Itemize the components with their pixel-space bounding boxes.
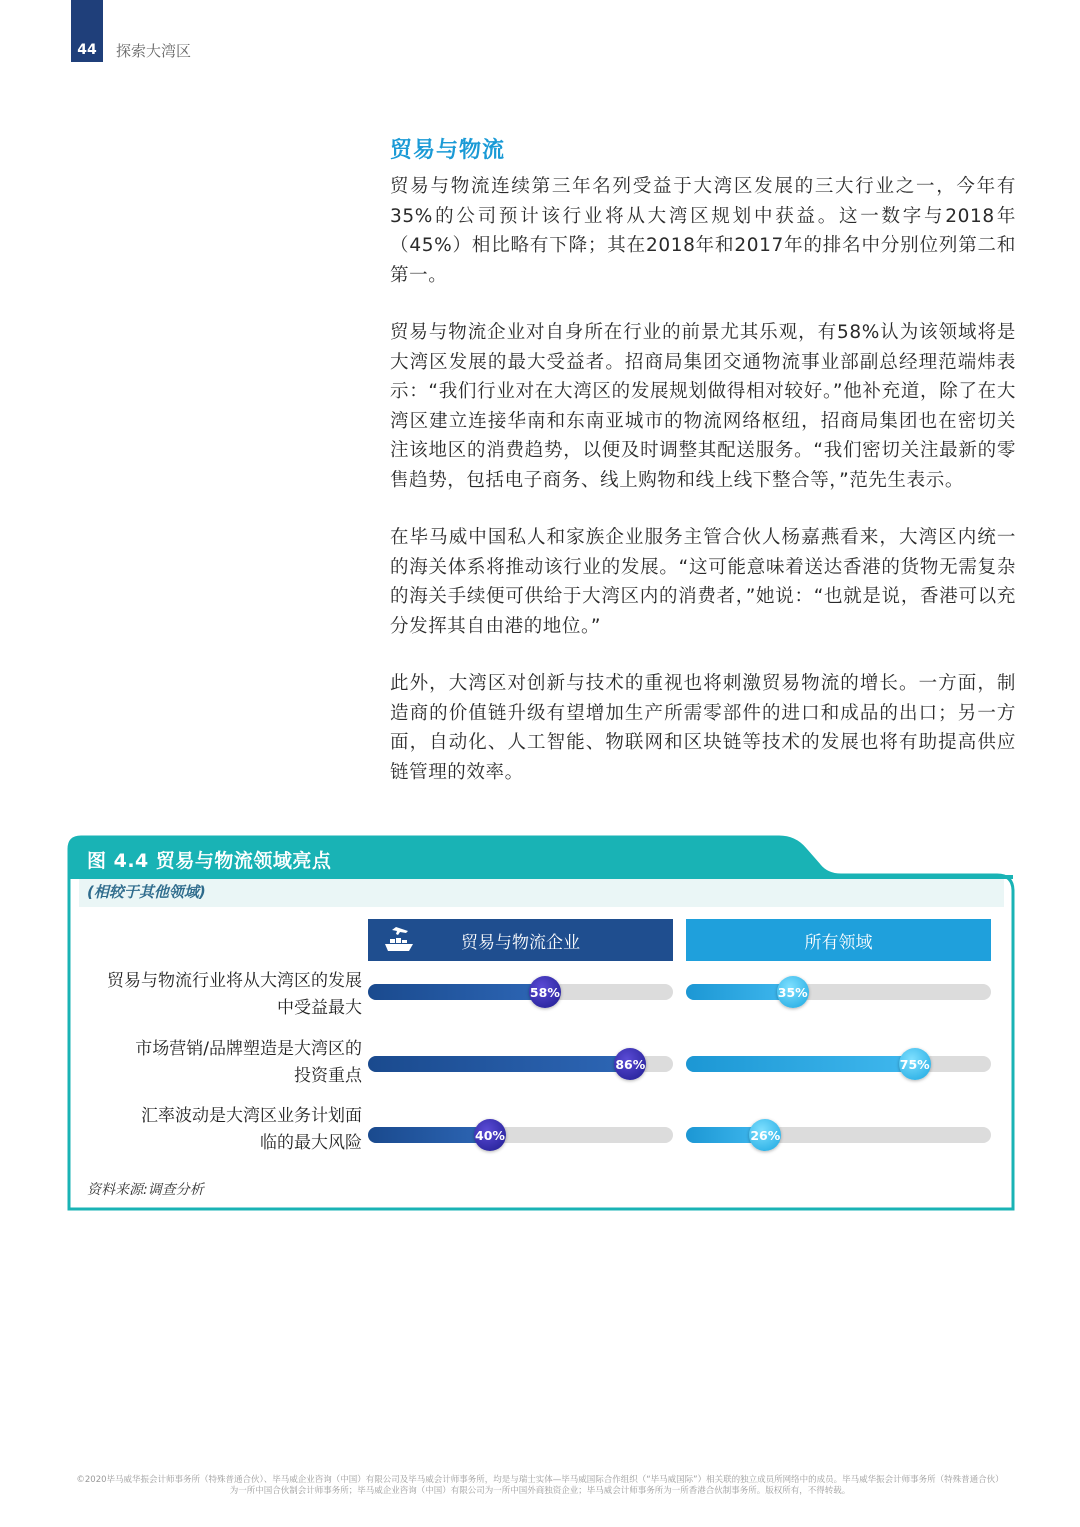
row-label-3-line1: 汇率波动是大湾区业务计划面 [141,1106,362,1126]
page-number: 44 [77,42,97,58]
value-bubble-all-3: 26% [749,1119,781,1151]
paragraph-2: 贸易与物流企业对自身所在行业的前景尤其乐观，有58%认为该领域将是大湾区发展的最大受益者。招商局集团交通物流事业部副总经理范端炜表示：“我们行业对在大湾区的发展规划做得相对较好。”他补充道，除了在大湾区建立连接华南和东南亚城市的物流网络枢纽，招商局集团也在密切关注该地区的消费趋势，以便及时调整其配送服务。“我们密切关注最新的零售趋势，包括电子商务、线上购物和线上线下整合等，”范先生表示。 [390,322,1016,491]
paragraph-3: 在毕马威中国私人和家族企业服务主管合伙人杨嘉燕看来，大湾区内统一的海关体系将推动该行业的发展。“这可能意味着送达香港的货物无需复杂的海关手续便可供给于大湾区内的消费者，”她说：“也就是说，香港可以充分发挥其自由港的地位。” [390,527,1016,637]
bar-track-all [686,984,991,1000]
value-bubble-all-1: 35% [777,976,809,1008]
value-bubble-all-2: 75% [899,1048,931,1080]
bar-track-trade [368,1127,673,1143]
bar-all-2 [686,1056,915,1072]
section-name: 探索大湾区 [116,42,192,60]
footer-line-2: 为一所中国合伙制会计师事务所；毕马威企业咨询（中国）有限公司为一所中国外商独资企业；毕马威会计师事务所为一所香港合伙制事务所。版权所有，不得转载。 [229,1486,851,1496]
figure-4-4 [67,835,1017,1212]
value-bubble-trade-3: 40% [474,1119,506,1151]
bar-trade-1 [368,984,545,1000]
bar-track-trade [368,1056,673,1072]
bar-track-all [686,1127,991,1143]
bar-trade-2 [368,1056,630,1072]
row-label-2-line2: 投资重点 [294,1066,362,1086]
row-label-3 [77,1103,362,1157]
figure-source: 资料来源:调查分析 [87,1182,204,1198]
figure-subtitle: (相较于其他领域) [87,883,206,901]
col-header-all [686,919,991,961]
row-label-1-line2: 中受益最大 [277,998,362,1018]
series-label-trade: 贸易与物流企业 [461,932,580,953]
footer-line-1: ©2020毕马威华振会计师事务所（特殊普通合伙）、毕马威企业咨询（中国）有限公司及毕马威会计师事务所，均是与瑞士实体—毕马威国际合作组织（“毕马威国际”）相关联的独立成员所网络中的成员。毕马威华振会计师事务所（特殊普通合伙） [76,1475,1004,1485]
row-label-3-line2: 临的最大风险 [260,1133,362,1153]
article-title: 贸易与物流 [390,138,506,163]
row-label-1-line1: 贸易与物流行业将从大湾区的发展 [107,971,362,991]
paragraph-1: 贸易与物流连续第三年名列受益于大湾区发展的三大行业之一，今年有35%的公司预计该行业将从大湾区规划中获益。这一数字与2018年（45%）相比略有下降；其在2018年和2017年的排名中分别位列第二和第一。 [390,176,1016,286]
value-bubble-trade-2: 86% [614,1048,646,1080]
row-label-2 [77,1036,362,1090]
cargo-ship-icon [382,925,416,955]
copyright-footer [40,1475,1040,1497]
bar-track-all [686,1056,991,1072]
bar-trade-3 [368,1127,490,1143]
page-number-tab [71,0,103,62]
figure-title: 图 4.4 贸易与物流领域亮点 [87,850,332,872]
subtitle-band [79,879,1004,907]
col-header-trade [368,919,673,961]
bar-track-trade [368,984,673,1000]
row-label-1 [77,968,362,1022]
value-bubble-trade-1: 58% [529,976,561,1008]
series-label-all: 所有领域 [804,932,873,953]
row-label-2-line1: 市场营销/品牌塑造是大湾区的 [135,1039,362,1059]
article [390,133,1016,815]
paragraph-4: 此外，大湾区对创新与技术的重视也将刺激贸易物流的增长。一方面，制造商的价值链升级有望增加生产所需零部件的进口和成品的出口；另一方面，自动化、人工智能、物联网和区块链等技术的发展也将有助提高供应链管理的效率。 [390,673,1016,783]
